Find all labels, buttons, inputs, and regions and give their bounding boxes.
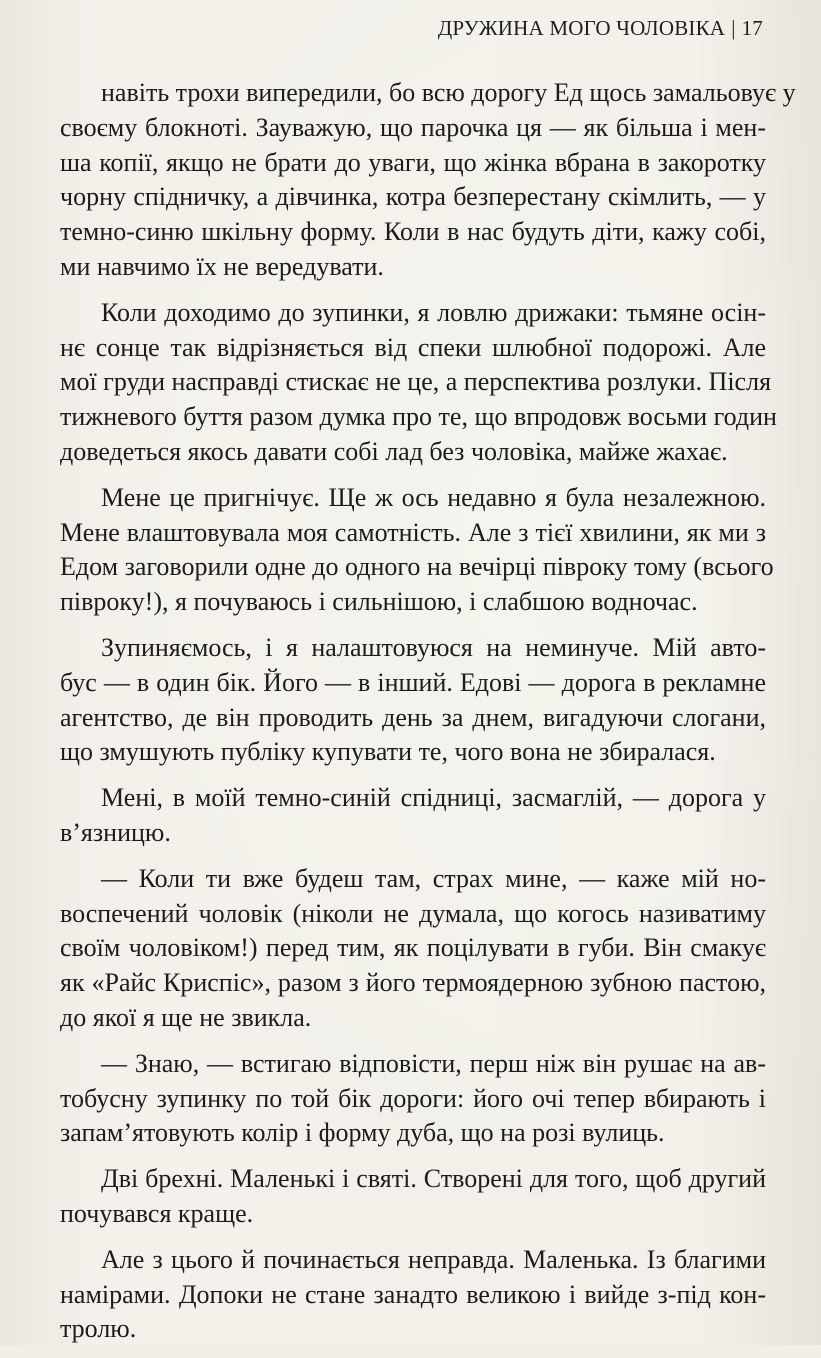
text-line: Мене це пригнічує. Ще ж ось недавно я була незалежною. [101,482,766,512]
text-line: Коли доходимо до зупинки, я ловлю дрижаки: тьмяне осін- [101,297,766,327]
text-line: — Знаю, — встигаю відповісти, перш ніж він рушає на ав- [101,1048,766,1078]
text-line: воспечений чоловік (ніколи не думала, що когось називатиму [60,898,766,928]
paragraph [60,631,766,770]
paragraph [60,781,766,851]
running-header [438,16,763,41]
paragraph [60,1243,766,1347]
paragraph [60,76,796,285]
text-line: запам’ятовують колір і форму дуба, що на розі вулиць. [60,1118,665,1148]
paragraph [60,1162,766,1232]
text-line: Дві брехні. Маленькі і святі. Створені для того, щоб другий [101,1164,766,1194]
header-separator: | [731,16,736,40]
body-text [60,76,796,1358]
text-line: що змушують публіку купувати те, чого вона не збиралася. [60,737,716,767]
text-line: своїм чоловіком!) перед тим, як поцілувати в губи. Він смакує [60,933,766,963]
text-line: Але з цього й починається неправда. Маленька. Із благими [101,1244,766,1274]
text-line: тижневого буття разом думка про те, що впродовж восьми годин [60,402,777,432]
text-line: намірами. Допоки не стане занадто великою і вийде з-під кон- [60,1279,766,1309]
book-title: ДРУЖИНА МОГО ЧОЛОВІКА [437,16,726,40]
text-line: Мене влаштовувала моя самотність. Але з тієї хвилини, як ми з [60,517,766,547]
text-line: Мені, в моїй темно-синій спідниці, засмаглій, — дорога у [101,783,766,813]
text-line: тролю. [60,1314,137,1344]
text-line: навіть трохи випередили, бо всю дорогу Ед щось замальовує у [101,78,796,107]
text-line: до якої я ще не звикла. [60,1002,312,1032]
paragraph [60,296,777,470]
text-line: темно-синю шкільну форму. Коли в нас будуть діти, кажу собі, [60,217,766,247]
text-line: — Коли ти вже будеш там, страх мине, — каже мій но- [101,863,766,893]
text-line: агентство, де він проводить день за днем, вигадуючи слогани, [60,702,766,732]
paragraph [60,862,766,1036]
text-line: чорну спідничку, а дівчинка, котра безперестану скімлить, — у [60,182,766,212]
text-line: своєму блокноті. Зауважую, що парочка ця — як більша і мен- [60,112,766,142]
paragraph [60,481,774,620]
text-line: нє сонце так відрізняється від спеки шлюбної подорожі. Але [60,332,766,362]
text-line: ми навчимо їх не вередувати. [60,251,384,281]
text-line: півроку!), я почуваюсь і сильнішою, і слабшою водночас. [60,587,698,617]
text-line: бус — в один бік. Його — в інший. Едові — дорога в рекламне [60,667,766,697]
text-line: як «Райс Криспіс», разом з його термоядерною зубною пастою, [60,968,766,998]
text-line: доведеться якось давати собі лад без чоловіка, майже жахає. [60,436,728,466]
page-number: 17 [741,16,763,40]
text-line: Зупиняємось, і я налаштовуюся на неминуче. Мій авто- [101,632,766,662]
text-line: в’язницю. [60,817,171,847]
paragraph [60,1047,766,1151]
text-line: почувався краще. [60,1198,254,1228]
text-line: тобусну зупинку по той бік дороги: його очі тепер вбирають і [60,1083,766,1113]
text-line: ша копії, якщо не брати до уваги, що жінка вбрана в закоротку [60,147,766,177]
text-line: мої груди насправді стискає не це, а перспектива розлуки. Після [60,367,772,397]
text-line: Едом заговорили одне до одного на вечірці півроку тому (всього [60,552,774,582]
